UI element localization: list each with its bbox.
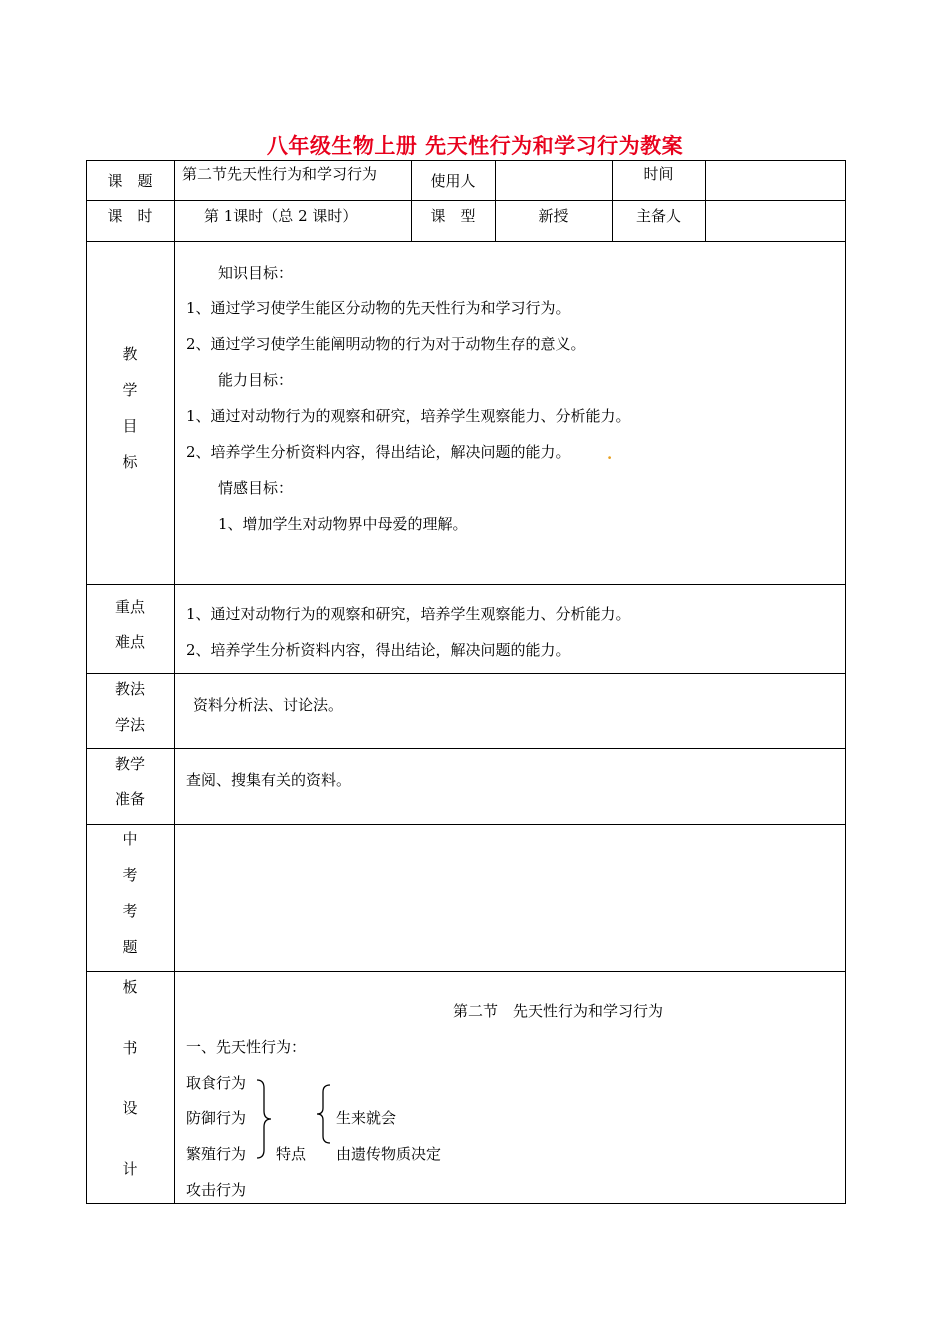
board-section: 一、先天性行为：	[186, 1038, 307, 1056]
keti-value: 第二节先天性行为和学习行为	[182, 165, 378, 183]
exam-label-char: 题	[122, 938, 138, 956]
board-label-char: 设	[122, 1099, 138, 1117]
keti-label: 课 题	[107, 172, 153, 190]
type-value: 新授	[538, 207, 569, 225]
preparation-label: 准备	[114, 790, 145, 808]
user-label: 使用人	[430, 172, 476, 190]
type-label: 课 型	[430, 207, 476, 225]
ability-item: 2、培养学生分析资料内容，得出结论，解决问题的能力。	[186, 443, 571, 461]
trait-item: 生来就会	[336, 1109, 397, 1127]
exam-label-char: 考	[122, 866, 138, 884]
exam-label-char: 考	[122, 902, 138, 920]
ability-item: 1、通过对动物行为的观察和研究，培养学生观察能力、分析能力。	[186, 407, 631, 425]
key-point-item: 1、通过对动物行为的观察和研究，培养学生观察能力、分析能力。	[186, 605, 631, 623]
row-divider	[86, 673, 846, 674]
trait-item: 由遗传物质决定	[336, 1145, 442, 1163]
preparation-content: 查阅、搜集有关的资料。	[186, 771, 352, 789]
board-label-char: 计	[122, 1160, 138, 1178]
ability-heading: 能力目标：	[218, 371, 294, 389]
key-point-item: 2、培养学生分析资料内容，得出结论，解决问题的能力。	[186, 641, 571, 659]
emotion-item: 1、增加学生对动物界中母爱的理解。	[218, 515, 468, 533]
row-divider	[86, 241, 846, 242]
behavior-item: 攻击行为	[186, 1181, 247, 1199]
objectives-label-char: 学	[122, 381, 138, 399]
col-divider	[174, 160, 175, 1204]
board-label-char: 书	[122, 1039, 138, 1057]
behavior-item: 防御行为	[186, 1109, 247, 1127]
time-label: 时间	[643, 165, 674, 183]
knowledge-item: 2、通过学习使学生能阐明动物的行为对于动物生存的意义。	[186, 335, 586, 353]
row-divider	[86, 971, 846, 972]
key-points-label: 难点	[114, 633, 145, 651]
methods-content: 资料分析法、讨论法。	[193, 696, 344, 714]
knowledge-item: 1、通过学习使学生能区分动物的先天性行为和学习行为。	[186, 299, 571, 317]
row-divider	[86, 584, 846, 585]
left-brace-icon	[315, 1083, 333, 1145]
trait-label: 特点	[276, 1145, 307, 1163]
preparation-label: 教学	[114, 755, 145, 773]
board-label-char: 板	[122, 978, 138, 996]
knowledge-heading: 知识目标：	[218, 264, 294, 282]
preparer-label: 主备人	[635, 207, 681, 225]
keshi-label: 课 时	[107, 207, 153, 225]
objectives-label-char: 教	[122, 345, 138, 363]
objectives-label-char: 目	[122, 417, 138, 435]
objectives-label-char: 标	[122, 453, 138, 471]
emotion-heading: 情感目标：	[218, 479, 294, 497]
behavior-item: 取食行为	[186, 1074, 247, 1092]
col-divider	[495, 160, 496, 241]
page-title: 八年级生物上册 先天性行为和学习行为教案	[266, 134, 684, 158]
row-divider	[86, 200, 846, 201]
ability-mark: .	[607, 445, 613, 463]
row-divider	[86, 748, 846, 749]
col-divider	[705, 160, 706, 241]
keshi-value: 第 1课时（总 2 课时）	[204, 207, 358, 225]
row-divider	[86, 824, 846, 825]
behavior-item: 繁殖行为	[186, 1145, 247, 1163]
methods-label: 教法	[114, 680, 145, 698]
exam-label-char: 中	[122, 830, 138, 848]
board-heading: 第二节 先天性行为和学习行为	[453, 1002, 664, 1020]
methods-label: 学法	[114, 716, 145, 734]
key-points-label: 重点	[114, 598, 145, 616]
